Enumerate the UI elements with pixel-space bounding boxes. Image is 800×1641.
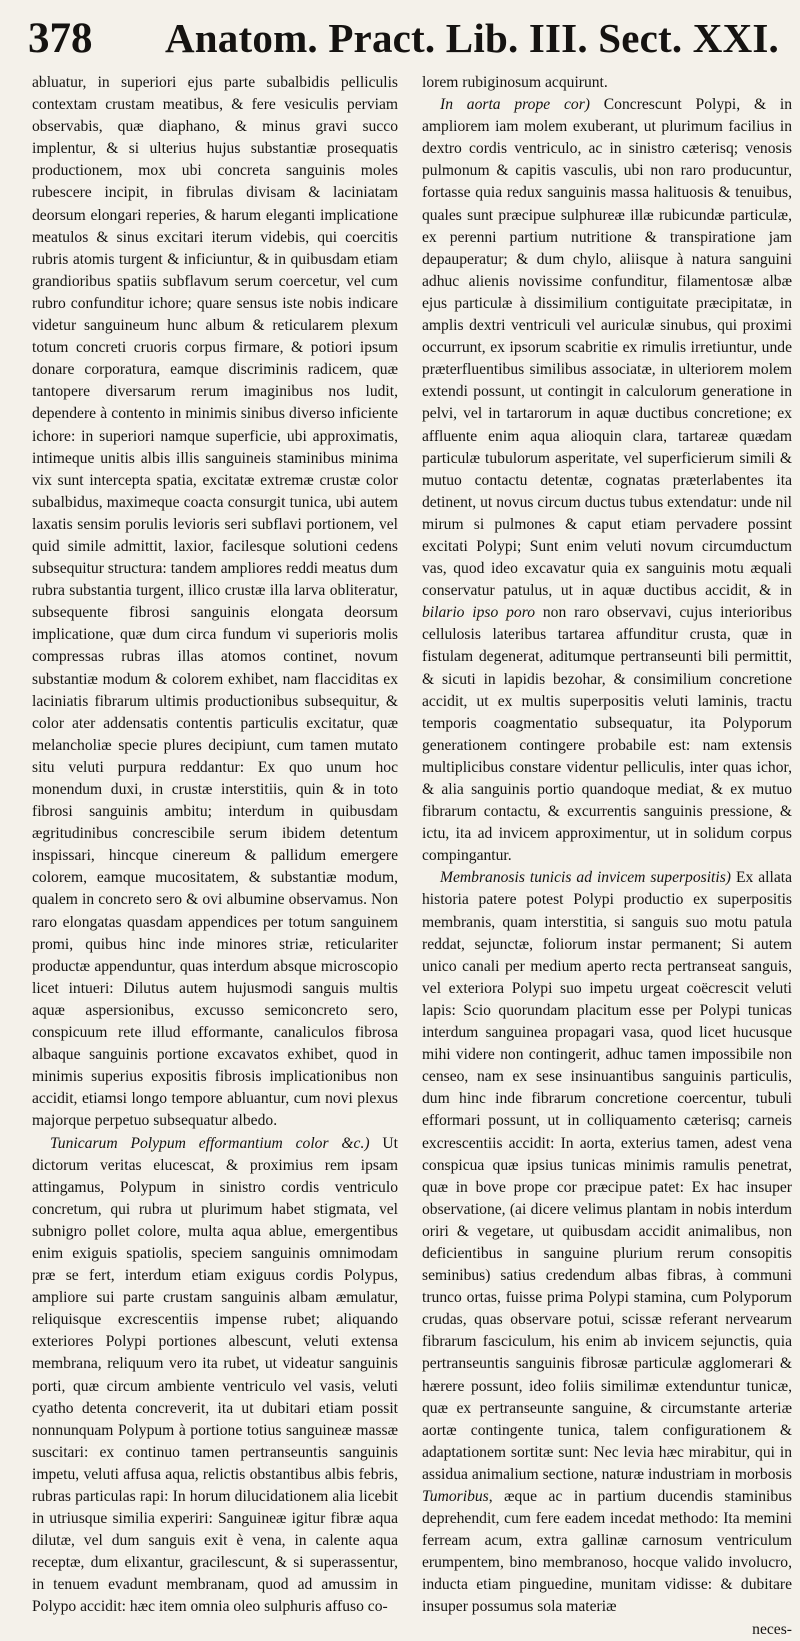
italic-term: Tumoribus: [422, 1488, 489, 1505]
paragraph-body: non raro observavi, cujus interioribus cellulosis lateribus tartarea affunditur crusta, quæ in fistulam degenerat, aditumque pertranseunti bili permittit, & sicuti in lapidis bezohar, & consimilium concretione accidit, ut ex multis superpositis veluti laminis, tractu temporis coagmentatio subsequatur, ita Polyporum generationem contingere probabile est: nam extensis multiplicibus constare videntur pelliculis, inter quas ichor, & alia sanguinis portio quandoque mediat, & ex mutuo fibrarum contactu, & excurrentis sanguinis pressione, & ictu, ita ad invicem approximentur, ut in solidum corpus compingantur.: [422, 604, 792, 865]
paragraph: [32, 1133, 398, 1619]
italic-term: bilario ipso poro: [422, 604, 535, 622]
paragraph: [422, 94, 792, 867]
running-title: Anatom. Pract. Lib. III. Sect. XXI.: [165, 15, 779, 61]
paragraph: [422, 867, 792, 1618]
page-header: [0, 0, 800, 70]
paragraph: abluatur, in superiori ejus parte subalbidis pelliculis contextam crustam meatibus, & fere vesiculis perviam observabis, quæ diaphano, & minus gravi succo implentur, & si ulterius hujus substantiæ prosequatis productionem, mox ubi concreta sanguinis moles rubescere incipit, in fibrulas divisam & laciniatam deorsum elongari reperies, & harum eleganti implicatione meatulos & sinus excitari iterum videbis, qui coercitis rubris atomis turgent & inficiuntur, & in quibusdam etiam grandioribus spatiis subflavum serum coercetur, vel cum rubro confunditur ichore; quare sensus iste nobis indicare videtur sanguineum hunc album & reticularem plexum totum concreti cruoris corpus firmare, & potiori ipsum donare corporatura, eamque discriminis radicem, quæ tantopere diversarum rerum imaginibus nos ludit, dependere à contento in minimis sinibus diverso inficiente ichore: in superiori namque superficie, ubi approximatis, intimeque unitis albis illis sanguineis staminibus minima vix sunt intercepta spatia, excitatæ extremæ crustæ color subalbidus, maximeque coacta consurgit tunica, ubi autem laxatis sensim porulis levioris seri subflavi portionem, vel quid simile admittit, laxior, facilesque solutioni cedens subsequitur structura: tandem ampliores reddi meatus dum rubra substantia turgent, illico crustæ illa larva obliteratur, subsequente fibrosi sanguinis elongata deorsum implicatione, quæ dum circa fundum vi superioris molis compressas rubras illas atomos continet, novum substantiæ modum & colorem exhibet, nam flacciditas ex laciniatis fibrarum ultimis productionibus subsequitur, & color ater addensatis contentis particulis excitatur, quæ melancholiæ specie plures decipiunt, cum tamen mutato situ veluti purpura reddantur: Ex quo unum hoc monendum duxi, in crustæ interstitiis, quin & in toto fibrosi sanguinis ambitu; interdum in quibusdam ægritudinibus concrescibile serum ibidem detentum inspissari, hincque cinereum & pallidum emergere colorem, eamque mucositatem, & substantiæ modum, qualem in concreto sero & ovi albumine observamus. Non raro elongatas quasdam appendices per totum sanguinem promi, quibus hinc inde minores striæ, reticulariter productæ appenduntur, quas interdum absque microscopio licet intueri: Dilutus autem hujusmodi sanguis multis aquæ aspersionibus, excusso semiconcreto sero, conspicuum rete illud efformante, canaliculos fibrosa albaque sanguinis portione excavatos exhibet, quod in minimis superius expositis fibrosis implicationibus non accidit, etiamsi longo tempore abluantur, cum novi plexus majorque perpetuo subsequatur albedo.: [32, 74, 398, 1130]
catchword: neces-: [752, 1620, 792, 1638]
paragraph-body: Ut dictorum veritas elucescat, & proximius rem ipsam attingamus, Polypum in sinistro cordis ventriculo concretum, qui rubra ut plurimum habet stigmata, vel subnigro pollet colore, multa aqua ablue, emergentibus enim exiguis spatiolis, speciem sanguinis omnimodam præ se fert, interdum etiam exiguus cordis Polypus, ampliore sui parte crustam sanguinis albam æmulatur, reliquisque excrescentiis impense rubet; aliquando exteriores Polypi portiones albescunt, veluti extensa membrana, reliquum vero ita rubet, ut videatur sanguinis porti, quæ circum ambiente ventriculo vel vasis, veluti cyatho detenta concreverit, ita ut dubitari etiam possit nonnunquam Polypum à portione totius sanguineæ massæ suscitari: ex continuo tamen pertranseuntis sanguinis impetu, veluti affusa aqua, relictis obstantibus albis febris, rubras particulas rapi: In horum dilucidationem alia licebit in utriusque similia experiri: Sanguineæ igitur fibræ aqua dilutæ, vel dum sanguis exit è vena, in calente aqua receptæ, dum elixantur, gracilescunt, & si superassentur, in tenuem evadunt membranam, quod ad amussim in Polypo accidit: hæc item omnia oleo sulphuris affuso co-: [32, 1134, 398, 1616]
paragraph-body: Ex allata historia patere potest Polypi productio ex superpositis membranis, quam interstitia, si sanguis suo motu patula reddat, sejunctæ, foliorum instar permanent; Si autem unico canali per medium aperto recta pertranseat sanguis, vel exteriora Polypi suo impetu urgeat coëcrescit veluti lapis: Scio quorundam placitum esse per Polypi tunicas interdum sanguinea propagari vasa, quod licet hucusque mihi videre non contingerit, adhuc tamen impossibile non censeo, nam ex sese insinuantibus sanguinis particulis, dum hinc inde fibrarum concretione coercentur, tubuli efformari possunt, ut in colliquamento cæterisq; carneis excrescentiis accidit: In aorta, exterius tamen, adest vena conspicua quæ ipsius tunicas minimis ramulis penetrat, quæ in bove prope cor præcipue patet: Ex hac insuper observatione, (ai dicere velimus plantam in nobis interdum oriri & vegetare, ut quibusdam accidit animalibus, non deficientibus in sanguine plurium rerum consopitis seminibus) satius credendum albas fibras, à communi trunco ortas, fuisse prima Polypi stamina, cum Polyporum crudas, quas observare potui, scissæ referant nervearum fibrarum fasciculum, his enim ab invicem sejunctis, quia pertranseuntis sanguinis fibrosæ particulæ agglomerari & hærere possunt, ideo foliis similimæ extenduntur tunicæ, quæ ex pertranseunte sanguine, & circumstante arteriæ aortæ contingente tunica, talem configurationem & adaptationem sortitæ sunt: Nec levia hæc mirabitur, qui in assidua animalium sectione, naturæ industriam in morbosis: [422, 869, 792, 1483]
page-number: 378: [28, 15, 93, 62]
left-column: [32, 72, 398, 1616]
section-heading: Tunicarum Polypum efformantium color &c.): [50, 1134, 370, 1152]
section-heading: Membranosis tunicis ad invicem superpositis): [440, 869, 731, 887]
paragraph: lorem rubiginosum acquirunt.: [422, 74, 608, 91]
section-heading: In aorta prope cor): [440, 96, 590, 114]
paragraph-body: Concrescunt Polypi, & in ampliorem iam molem exuberant, ut plurimum facilius in dextro cordis ventriculo, ac in sinistro cæterisq; venosis pulmonum & capitis vasculis, ubi non raro producuntur, fortasse quia redux sanguinis massa halituosis & tenuibus, quales sunt præcipue sulphureæ illæ rubicundæ particulæ, ex perenni partium nutritione & transpiratione jam depauperatur; & dum chylo, aliisque à natura sanguini adhuc alienis novissime confunditur, filamentosæ albæ ejus particulæ à dissimilium contiguitate præcipitatæ, in amplis dextri ventriculi vel auriculæ sinubus, qui proximi occurrunt, ex ipsorum scabritie ex rimulis irretiuntur, unde præterfluentibus similibus associatæ, in ulteriorem molem extendi possunt, ut contingit in calculorum generatione in pelvi, vel in tartarorum in aquæ ductibus concretione; ex affluente enim aqua alioquin clara, tartareæ quædam particulæ tubulorum asperitate, vel superficierum simili & mutuo contactu detentæ, cognatas præterlabentes ita detinent, ut novus circum ductus tubus extendatur: unde nil mirum si pulmones & caput etiam pervadere possint excitati Polypi; Sunt enim veluti novum circumductum vas, quod ideo excavatur quia ex sanguinis motu æquali conservatur patulus, ut in aquæ ductibus accidit, & in: [422, 96, 793, 600]
right-column: [422, 72, 793, 1638]
paragraph-body: , æque ac in partium ducendis staminibus deprehendit, cum fere eadem incedat methodo: Ita memini ferream acum, extra gallinæ carnosum ventriculum erumpentem, bino membranoso, hocque valido involucro, inducta etiam pinguedine, munitam vidisse: & dubitare insuper possumus sola materiæ: [422, 1488, 792, 1616]
